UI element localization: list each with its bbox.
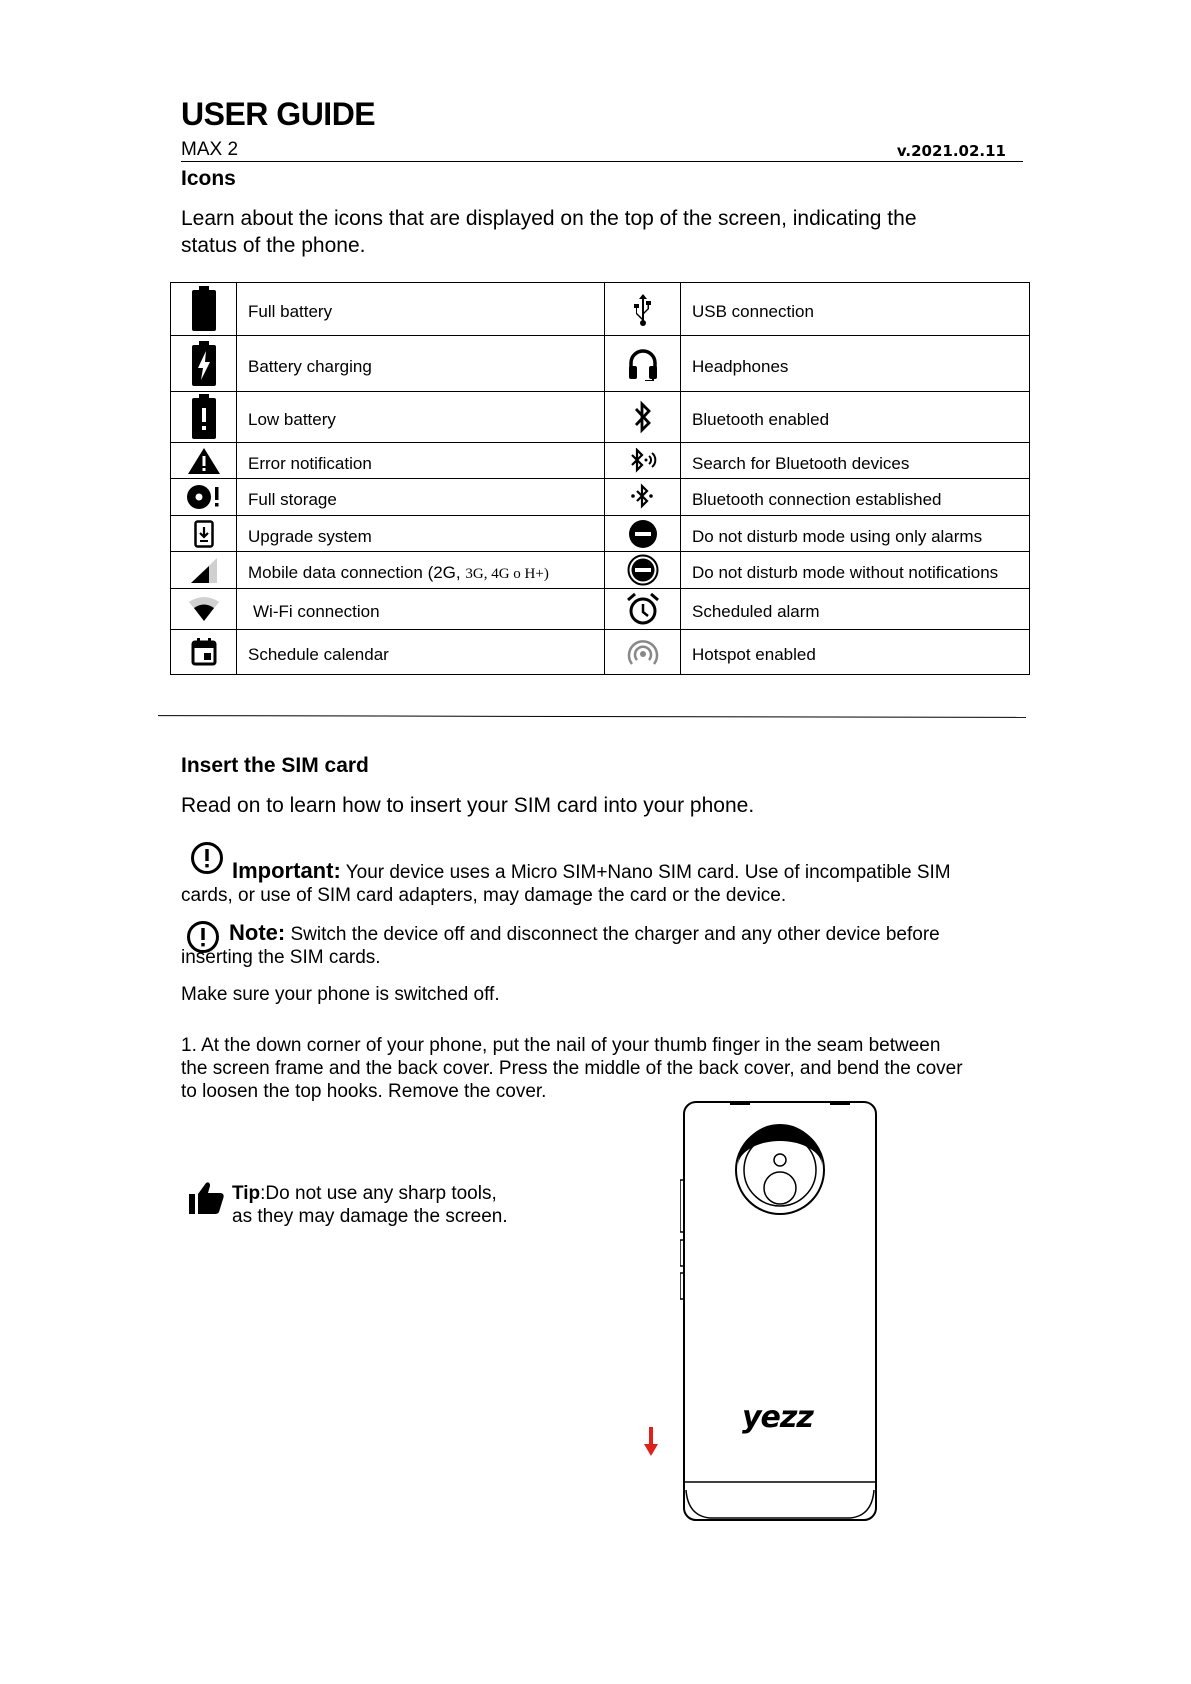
model-name: MAX 2 <box>181 139 239 160</box>
storage-full-icon <box>186 483 222 511</box>
table-cell-label: Error notification <box>237 443 605 479</box>
table-cell-label: Hotspot enabled <box>681 630 1030 675</box>
down-arrow-icon <box>643 1427 659 1462</box>
bluetooth-icon <box>631 400 655 434</box>
table-row <box>171 588 1030 630</box>
table-cell-label: Search for Bluetooth devices <box>681 443 1030 479</box>
table-cell-label: Upgrade system <box>237 515 605 551</box>
system-update-icon <box>194 520 214 548</box>
table-row <box>171 443 1030 479</box>
icons-intro: Learn about the icons that are displayed on the top of the screen, indicating the status of the phone. <box>181 207 917 257</box>
brand-logo: yezz <box>742 1400 813 1435</box>
icons-heading: Icons <box>181 167 236 190</box>
document-title: USER GUIDE <box>181 96 376 132</box>
table-row <box>171 552 1030 588</box>
dnd-alarms-icon <box>628 519 658 549</box>
table-cell-label: Wi-Fi connection <box>237 588 605 630</box>
battery-charging-icon <box>191 341 217 387</box>
alarm-icon <box>626 592 660 626</box>
dnd-silent-icon <box>627 554 659 586</box>
note-notice: Note: Switch the device off and disconnect the charger and any other device before inserting the SIM cards. <box>181 920 940 968</box>
table-row <box>171 392 1030 443</box>
full-battery-icon <box>191 286 217 332</box>
important-notice: Important: Your device uses a Micro SIM+Nano SIM card. Use of incompatible SIM cards, or use of SIM card adapters, may damage the card or the device. <box>181 858 951 906</box>
table-row <box>171 630 1030 675</box>
table-cell-label: Do not disturb mode without notifications <box>681 552 1030 588</box>
usb-icon <box>631 292 655 326</box>
section-divider <box>158 715 1026 718</box>
phone-back-illustration <box>680 1100 880 1530</box>
table-cell-label: Low battery <box>237 392 605 443</box>
table-cell-label: Do not disturb mode using only alarms <box>681 515 1030 551</box>
table-cell-label: Battery charging <box>237 335 605 392</box>
warning-icon <box>187 447 221 475</box>
signal-icon <box>189 556 219 584</box>
bluetooth-connected-icon <box>629 483 657 511</box>
calendar-icon <box>191 638 217 666</box>
step-1-text: 1. At the down corner of your phone, put the nail of your thumb finger in the seam between the screen frame and the back cover. Press the middle of the back cover, and bend the cover to loosen the top hooks. Remove the cover. <box>181 1035 963 1102</box>
sim-heading: Insert the SIM card <box>181 754 369 777</box>
sim-intro: Read on to learn how to insert your SIM card into your phone. <box>181 794 755 817</box>
table-cell-label: USB connection <box>681 283 1030 336</box>
table-cell-label: Headphones <box>681 335 1030 392</box>
table-row <box>171 479 1030 515</box>
table-cell-label: Bluetooth enabled <box>681 392 1030 443</box>
bluetooth-search-icon <box>629 448 657 474</box>
table-cell-label: Bluetooth connection established <box>681 479 1030 515</box>
table-cell-label: Scheduled alarm <box>681 588 1030 630</box>
table-cell-label: Mobile data connection (2G, 3G, 4G o H+) <box>237 552 605 588</box>
headphones-icon <box>627 347 659 381</box>
thumbs-up-icon <box>188 1180 226 1221</box>
wifi-icon <box>188 596 220 622</box>
hotspot-icon <box>627 638 659 666</box>
switch-off-text: Make sure your phone is switched off. <box>181 984 500 1005</box>
version-label: v.2021.02.11 <box>896 142 1006 160</box>
table-row <box>171 283 1030 336</box>
icons-table <box>170 282 1030 675</box>
tip-text: Tip:Do not use any sharp tools, as they may damage the screen. <box>232 1183 508 1227</box>
table-row <box>171 335 1030 392</box>
table-cell-label: Full storage <box>237 479 605 515</box>
header-divider <box>181 161 1023 162</box>
table-row <box>171 515 1030 551</box>
low-battery-icon <box>191 394 217 440</box>
table-cell-label: Schedule calendar <box>237 630 605 675</box>
table-cell-label: Full battery <box>237 283 605 336</box>
